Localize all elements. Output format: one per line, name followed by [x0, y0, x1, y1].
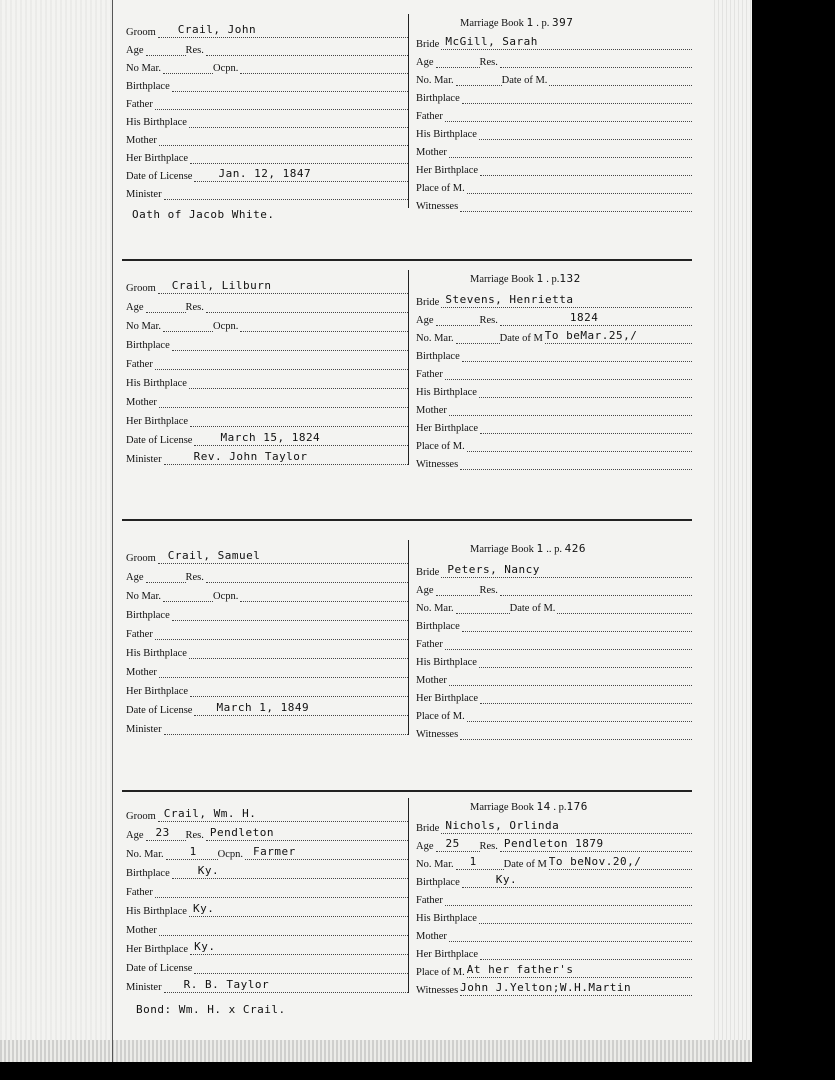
page-number: 132 [559, 272, 581, 285]
his-birthplace-row [126, 641, 408, 659]
age-label: Age [416, 57, 434, 68]
bride-mother-row [416, 140, 692, 158]
date-of-license-value: Jan. 12, 1847 [218, 167, 312, 180]
minister-label: Minister [126, 724, 162, 735]
no-mar-label: No Mar. [126, 591, 161, 602]
his-birthplace-label: His Birthplace [126, 648, 187, 659]
birthplace-label: Birthplace [126, 868, 170, 879]
groom-label: Groom [126, 283, 156, 294]
witnesses-label: Witnesses [416, 729, 459, 740]
witnesses-row [416, 452, 692, 470]
bride-row [416, 560, 692, 578]
bride-her-birthplace-row [416, 942, 692, 960]
groom-row [126, 804, 408, 822]
date-of-license-row [126, 428, 408, 446]
groom-row [126, 276, 408, 294]
groom-no-mar-value: 1 [189, 845, 197, 858]
father-label: Father [416, 369, 443, 380]
bride-father-row [416, 888, 692, 906]
bride-mother-row [416, 668, 692, 686]
his-birthplace-row [126, 371, 408, 389]
res-label: Res. [479, 585, 498, 596]
card-left-edge [112, 0, 113, 1062]
his-birthplace-label: His Birthplace [126, 906, 187, 917]
column-divider [408, 540, 409, 735]
her-birthplace-row [126, 679, 408, 697]
book-number: 14 [536, 800, 551, 813]
her-birthplace-label: Her Birthplace [126, 686, 189, 697]
record-card-2 [122, 270, 692, 470]
mother-label: Mother [416, 405, 447, 416]
record-note: Bond: Wm. H. x Crail. [136, 1003, 286, 1016]
column-divider [408, 798, 409, 993]
bride-label: Bride [416, 567, 440, 578]
bride-her-birthplace-row [416, 686, 692, 704]
date-of-m-value: To beMar.25,/ [544, 329, 638, 342]
date-of-license-label: Date of License [126, 435, 193, 446]
bride-label: Bride [416, 39, 440, 50]
bride-his-birthplace-row [416, 906, 692, 924]
minister-row [126, 717, 408, 735]
minister-row [126, 182, 408, 200]
res-label: Res. [479, 57, 498, 68]
date-of-m-label: Date of M. [501, 75, 548, 86]
date-of-license-label: Date of License [126, 705, 193, 716]
date-of-license-row [126, 698, 408, 716]
res-label: Res. [185, 830, 204, 841]
column-divider [408, 270, 409, 465]
place-of-m-label: Place of M. [416, 183, 465, 194]
age-label: Age [126, 45, 144, 56]
date-of-license-row [126, 164, 408, 182]
father-label: Father [416, 639, 443, 650]
book-number: 1 [536, 272, 544, 285]
date-of-license-label: Date of License [126, 963, 193, 974]
her-birthplace-label: Her Birthplace [416, 423, 479, 434]
bride-row [416, 290, 692, 308]
father-label: Father [126, 887, 153, 898]
father-label: Father [416, 895, 443, 906]
groom-row [126, 546, 408, 564]
bride-res-value: Pendleton 1879 [503, 837, 604, 850]
page-label: p. [551, 274, 560, 285]
birthplace-row [126, 333, 408, 351]
marriage-book-ref: Marriage Book 1 . p. 397 [460, 16, 574, 29]
bride-birthplace-row [416, 870, 692, 888]
no-mar-label: No. Mar. [126, 849, 164, 860]
father-row [126, 92, 408, 110]
groom-row [126, 20, 408, 38]
witnesses-row [416, 978, 692, 996]
his-birthplace-row [126, 110, 408, 128]
marriage-book-ref: Marriage Book 14 . p.176 [470, 800, 588, 813]
bride-name: Peters, Nancy [447, 563, 540, 576]
marriage-book-label: Marriage Book [460, 18, 524, 29]
mother-label: Mother [126, 667, 157, 678]
bride-age-row [416, 308, 692, 326]
mother-row [126, 660, 408, 678]
book-number: 1 [536, 542, 544, 555]
scan-noise-left [0, 0, 112, 1062]
book-number: 1 [526, 16, 534, 29]
page-number: 426 [564, 542, 586, 555]
bride-label: Bride [416, 297, 440, 308]
page-label: p. [554, 544, 562, 555]
groom-label: Groom [126, 27, 156, 38]
minister-value: R. B. Taylor [183, 978, 270, 991]
age-row [126, 295, 408, 313]
page-number: 176 [566, 800, 588, 813]
bride-father-row [416, 362, 692, 380]
bride-his-birthplace-row [416, 650, 692, 668]
groom-age-value: 23 [155, 826, 170, 839]
witnesses-label: Witnesses [416, 201, 459, 212]
marriage-book-label: Marriage Book [470, 544, 534, 555]
birthplace-label: Birthplace [126, 81, 170, 92]
his-birthplace-label: His Birthplace [416, 913, 477, 924]
age-row [126, 823, 408, 841]
no-mar-label: No. Mar. [416, 859, 454, 870]
groom-her-birthplace-value: Ky. [194, 940, 216, 953]
minister-row [126, 975, 408, 993]
father-label: Father [126, 629, 153, 640]
groom-label: Groom [126, 553, 156, 564]
age-label: Age [416, 841, 434, 852]
page-number: 397 [551, 16, 574, 29]
mother-row [126, 128, 408, 146]
his-birthplace-label: His Birthplace [126, 378, 187, 389]
bride-no-mar-row [416, 852, 692, 870]
her-birthplace-label: Her Birthplace [126, 153, 189, 164]
card-separator [122, 259, 692, 261]
bride-mother-row [416, 398, 692, 416]
ocpn-label: Ocpn. [213, 63, 239, 74]
ocpn-label: Ocpn. [213, 591, 239, 602]
bride-father-row [416, 104, 692, 122]
her-birthplace-row [126, 937, 408, 955]
bride-no-mar-row [416, 596, 692, 614]
her-birthplace-row [126, 409, 408, 427]
her-birthplace-label: Her Birthplace [416, 165, 479, 176]
mother-label: Mother [416, 147, 447, 158]
bride-father-row [416, 632, 692, 650]
marriage-book-label: Marriage Book [470, 802, 534, 813]
groom-his-birthplace-value: Ky. [192, 902, 215, 915]
column-divider [408, 14, 409, 208]
father-label: Father [126, 99, 153, 110]
no-mar-label: No. Mar. [416, 75, 454, 86]
no-mar-row [126, 314, 408, 332]
res-label: Res. [185, 572, 204, 583]
place-of-m-row [416, 434, 692, 452]
age-row [126, 38, 408, 56]
her-birthplace-row [126, 146, 408, 164]
witnesses-label: Witnesses [416, 985, 459, 996]
place-of-m-row [416, 176, 692, 194]
marriage-book-ref: Marriage Book 1 . p.132 [470, 272, 581, 285]
groom-name: Crail, John [177, 23, 257, 36]
mother-label: Mother [416, 931, 447, 942]
bride-no-mar-row [416, 326, 692, 344]
age-label: Age [126, 572, 144, 583]
date-of-m-value: To beNov.20,/ [548, 855, 642, 868]
date-of-license-value: March 1, 1849 [216, 701, 310, 714]
no-mar-label: No Mar. [126, 321, 161, 332]
age-row [126, 565, 408, 583]
birthplace-label: Birthplace [416, 93, 460, 104]
record-card-3 [122, 540, 692, 740]
birthplace-label: Birthplace [416, 621, 460, 632]
scan-noise-right [714, 0, 752, 1062]
bride-her-birthplace-row [416, 416, 692, 434]
her-birthplace-label: Her Birthplace [126, 416, 189, 427]
bride-no-mar-value: 1 [469, 855, 477, 868]
minister-label: Minister [126, 189, 162, 200]
bride-name: Nichols, Orlinda [445, 819, 560, 832]
witnesses-row [416, 194, 692, 212]
res-label: Res. [479, 315, 498, 326]
place-of-m-row [416, 704, 692, 722]
record-card-1 [122, 14, 692, 221]
res-label: Res. [185, 302, 204, 313]
his-birthplace-label: His Birthplace [416, 387, 477, 398]
minister-row [126, 447, 408, 465]
mother-label: Mother [126, 135, 157, 146]
bride-label: Bride [416, 823, 440, 834]
date-of-license-row [126, 956, 408, 974]
bride-her-birthplace-row [416, 158, 692, 176]
date-of-m-label: Date of M [499, 333, 543, 344]
groom-name: Crail, Samuel [167, 549, 261, 562]
res-label: Res. [479, 841, 498, 852]
birthplace-label: Birthplace [416, 877, 460, 888]
page-label: p. [558, 802, 567, 813]
groom-name: Crail, Lilburn [171, 279, 272, 292]
birthplace-label: Birthplace [126, 610, 170, 621]
ocpn-label: Ocpn. [213, 321, 239, 332]
card-separator [122, 790, 692, 792]
bride-row [416, 32, 692, 50]
res-label: Res. [185, 45, 204, 56]
groom-name: Crail, Wm. H. [163, 807, 257, 820]
minister-value: Rev. John Taylor [193, 450, 308, 463]
bride-birthplace-row [416, 614, 692, 632]
marriage-book-label: Marriage Book [470, 274, 534, 285]
no-mar-label: No. Mar. [416, 333, 454, 344]
his-birthplace-row [126, 899, 408, 917]
father-row [126, 880, 408, 898]
bride-age-row [416, 578, 692, 596]
date-of-m-label: Date of M [503, 859, 547, 870]
birthplace-row [126, 603, 408, 621]
age-label: Age [126, 302, 144, 313]
bride-his-birthplace-row [416, 380, 692, 398]
birthplace-label: Birthplace [126, 340, 170, 351]
bride-age-row [416, 834, 692, 852]
bride-mother-row [416, 924, 692, 942]
date-of-m-label: Date of M. [509, 603, 556, 614]
bride-no-mar-row [416, 68, 692, 86]
age-label: Age [416, 585, 434, 596]
her-birthplace-label: Her Birthplace [416, 693, 479, 704]
ocpn-label: Ocpn. [217, 849, 243, 860]
birthplace-row [126, 74, 408, 92]
mother-label: Mother [126, 925, 157, 936]
record-note: Oath of Jacob White. [132, 208, 275, 221]
bride-his-birthplace-row [416, 122, 692, 140]
his-birthplace-label: His Birthplace [416, 657, 477, 668]
bride-name: Stevens, Henrietta [445, 293, 574, 306]
mother-label: Mother [126, 397, 157, 408]
age-label: Age [126, 830, 144, 841]
place-of-m-row [416, 960, 692, 978]
groom-birthplace-value: Ky. [197, 864, 220, 877]
her-birthplace-label: Her Birthplace [416, 949, 479, 960]
bride-name: McGill, Sarah [445, 35, 538, 48]
bride-birthplace-value: Ky. [495, 873, 518, 886]
age-label: Age [416, 315, 434, 326]
mother-row [126, 390, 408, 408]
groom-res-value: Pendleton [209, 826, 274, 839]
mother-label: Mother [416, 675, 447, 686]
bride-birthplace-row [416, 344, 692, 362]
minister-label: Minister [126, 454, 162, 465]
father-row [126, 352, 408, 370]
page-label: p. [541, 18, 550, 29]
minister-label: Minister [126, 982, 162, 993]
witnesses-row [416, 722, 692, 740]
record-card-4 [122, 798, 692, 1028]
his-birthplace-label: His Birthplace [126, 117, 187, 128]
place-of-m-label: Place of M. [416, 967, 465, 978]
no-mar-label: No. Mar. [416, 603, 454, 614]
witnesses-label: Witnesses [416, 459, 459, 470]
father-label: Father [416, 111, 443, 122]
groom-label: Groom [126, 811, 156, 822]
bride-age-row [416, 50, 692, 68]
bride-age-value: 25 [445, 837, 460, 850]
no-mar-row [126, 56, 408, 74]
bride-res-value: 1824 [569, 311, 599, 324]
no-mar-row [126, 842, 408, 860]
father-label: Father [126, 359, 153, 370]
card-separator [122, 519, 692, 521]
birthplace-row [126, 861, 408, 879]
groom-ocpn-value: Farmer [253, 845, 296, 858]
date-of-license-label: Date of License [126, 171, 193, 182]
bride-row [416, 816, 692, 834]
birthplace-label: Birthplace [416, 351, 460, 362]
bride-birthplace-row [416, 86, 692, 104]
place-of-m-label: Place of M. [416, 711, 465, 722]
mother-row [126, 918, 408, 936]
place-of-m-label: Place of M. [416, 441, 465, 452]
no-mar-row [126, 584, 408, 602]
father-row [126, 622, 408, 640]
witnesses-value: John J.Yelton;W.H.Martin [460, 981, 632, 994]
no-mar-label: No Mar. [126, 63, 161, 74]
date-of-license-value: March 15, 1824 [220, 431, 321, 444]
his-birthplace-label: His Birthplace [416, 129, 477, 140]
place-of-m-value: At her father's [466, 963, 574, 976]
marriage-book-ref: Marriage Book 1 .. p. 426 [470, 542, 586, 555]
her-birthplace-label: Her Birthplace [126, 944, 189, 955]
